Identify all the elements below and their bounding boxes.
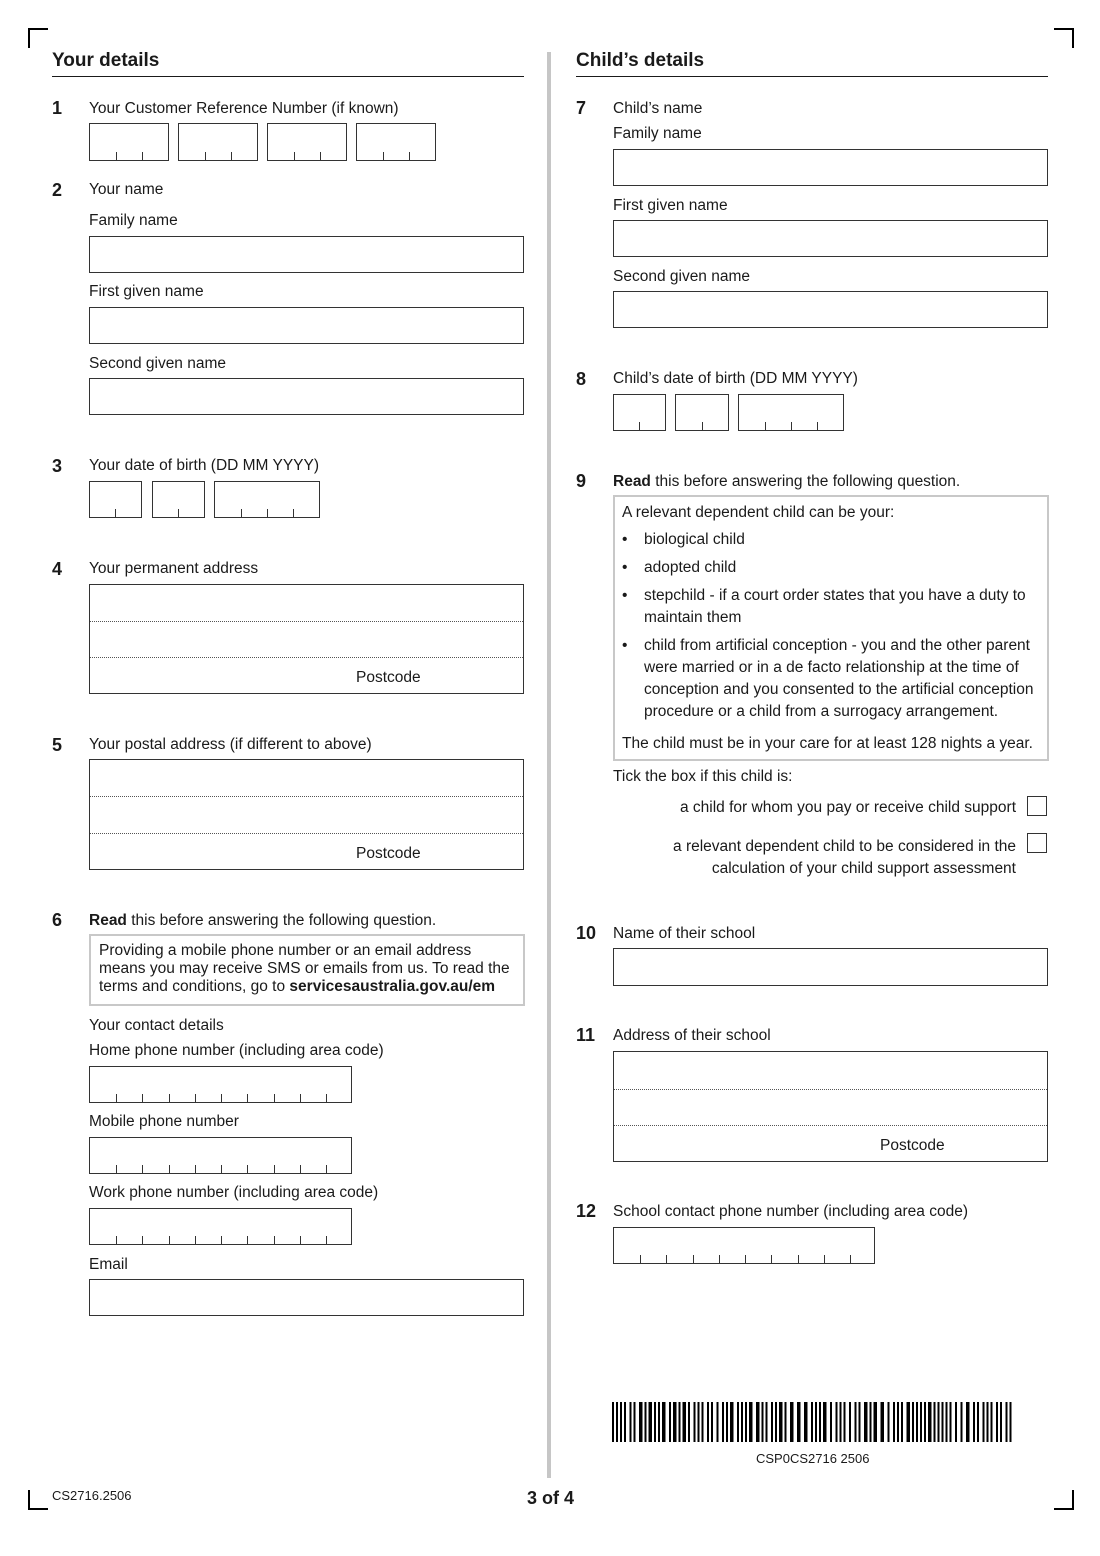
work-phone-input[interactable]: [89, 1208, 352, 1245]
child-family-name-input[interactable]: [613, 149, 1048, 186]
work-phone-label: Work phone number (including area code): [89, 1184, 379, 1201]
question-number: 1: [52, 98, 63, 118]
postal-address-label: Your postal address (if different to above): [89, 736, 372, 753]
section-title-childs-details: Child’s details: [576, 50, 705, 71]
school-name-label: Name of their school: [613, 925, 756, 942]
crn-field-1[interactable]: [89, 123, 169, 161]
dob-label: Your date of birth (DD MM YYYY): [89, 457, 320, 474]
form-code: CS2716.2506: [52, 1488, 132, 1503]
crop-mark-bottom-left: [28, 1490, 48, 1510]
mobile-phone-label: Mobile phone number: [89, 1113, 239, 1130]
first-given-name-label: First given name: [89, 283, 204, 300]
question-number: 2: [52, 180, 63, 200]
column-divider: [547, 52, 551, 1478]
contact-details-label: Your contact details: [89, 1017, 224, 1034]
care-requirement: The child must be in your care for at least 128 nights a year.: [622, 735, 1033, 752]
school-phone-label: School contact phone number (including area code): [613, 1203, 969, 1220]
question-number: 4: [52, 559, 63, 579]
question-number: 7: [576, 98, 587, 118]
question-number: 3: [52, 456, 63, 476]
second-given-name-label: Second given name: [89, 355, 227, 372]
postcode-label: Postcode: [356, 669, 421, 686]
info-intro: A relevant dependent child can be your:: [622, 504, 895, 521]
child-dob-month-input[interactable]: [675, 394, 729, 431]
child-second-given-name-input[interactable]: [613, 291, 1048, 328]
child-dob-label: Child’s date of birth (DD MM YYYY): [613, 370, 858, 387]
postcode-label: Postcode: [880, 1137, 945, 1154]
child-family-name-label: Family name: [613, 125, 702, 142]
childs-name-label: Child’s name: [613, 100, 703, 117]
email-label: Email: [89, 1256, 128, 1273]
question-number: 6: [52, 910, 63, 930]
question-number: 12: [576, 1201, 597, 1221]
crn-field-2[interactable]: [178, 123, 258, 161]
child-first-given-name-input[interactable]: [613, 220, 1048, 257]
question-number: 11: [576, 1025, 596, 1045]
crop-mark-top-right: [1054, 28, 1074, 48]
read-instruction: Read this before answering the following question.: [613, 473, 961, 490]
question-number: 9: [576, 471, 587, 491]
dob-year-input[interactable]: [214, 481, 320, 518]
school-address-input[interactable]: [613, 1051, 1048, 1162]
crop-mark-bottom-right: [1054, 1490, 1074, 1510]
barcode: [612, 1402, 1014, 1442]
question-number: 8: [576, 369, 587, 389]
crn-label: Your Customer Reference Number (if known): [89, 100, 399, 117]
crn-field-3[interactable]: [267, 123, 347, 161]
dob-month-input[interactable]: [152, 481, 205, 518]
crop-mark-top-left: [28, 28, 48, 48]
mobile-phone-input[interactable]: [89, 1137, 352, 1174]
dob-day-input[interactable]: [89, 481, 142, 518]
child-dob-year-input[interactable]: [738, 394, 844, 431]
family-name-label: Family name: [89, 212, 178, 229]
child-dob-day-input[interactable]: [613, 394, 666, 431]
section-rule: [576, 76, 1048, 77]
section-rule: [52, 76, 524, 77]
question-number: 5: [52, 735, 63, 755]
postcode-label: Postcode: [356, 845, 421, 862]
child-support-checkbox[interactable]: [1027, 796, 1047, 816]
child-second-given-name-label: Second given name: [613, 268, 751, 285]
section-title-your-details: Your details: [52, 50, 160, 71]
school-name-input[interactable]: [613, 948, 1048, 986]
crn-field-4[interactable]: [356, 123, 436, 161]
option-child-support-label: a child for whom you pay or receive child support: [680, 799, 1016, 816]
services-link[interactable]: servicesaustralia.gov.au/em: [289, 978, 496, 995]
school-phone-input[interactable]: [613, 1227, 875, 1264]
first-given-name-input[interactable]: [89, 307, 524, 344]
second-given-name-input[interactable]: [89, 378, 524, 415]
page-number: 3 of 4: [527, 1488, 575, 1508]
child-first-given-name-label: First given name: [613, 197, 728, 214]
option-relevant-dependent-label: a relevant dependent child to be considered in the calculation of your child support assessment: [673, 838, 1016, 877]
read-instruction: Read this before answering the following question.: [89, 912, 437, 929]
family-name-input[interactable]: [89, 236, 524, 273]
relevant-dependent-info: A relevant dependent child can be your: • biological child • adopted child • stepchild - if a court order states that you have a duty to maintain them • child from artificial conception - you and the other parent were married or in a de facto relationship at the time of conception and you consented to the artificial conception procedure or a child from a surrogacy arrangement. The child must be in your care for at least 128 nights a year.: [613, 495, 1049, 761]
home-phone-label: Home phone number (including area code): [89, 1042, 384, 1059]
postal-address-input[interactable]: [89, 759, 524, 870]
relevant-dependent-checkbox[interactable]: [1027, 833, 1047, 853]
school-address-label: Address of their school: [613, 1027, 771, 1044]
tick-intro: Tick the box if this child is:: [613, 768, 793, 785]
permanent-address-label: Your permanent address: [89, 560, 259, 577]
email-input[interactable]: [89, 1279, 524, 1316]
home-phone-input[interactable]: [89, 1066, 352, 1103]
privacy-notice: Providing a mobile phone number or an email address means you may receive SMS or emails from us. To read the terms and conditions, go to servicesaustralia.gov.au/em: [89, 934, 525, 1006]
barcode-text: CSP0CS2716 2506: [756, 1451, 870, 1466]
your-name-label: Your name: [89, 181, 164, 198]
permanent-address-input[interactable]: [89, 584, 524, 694]
question-number: 10: [576, 923, 597, 943]
